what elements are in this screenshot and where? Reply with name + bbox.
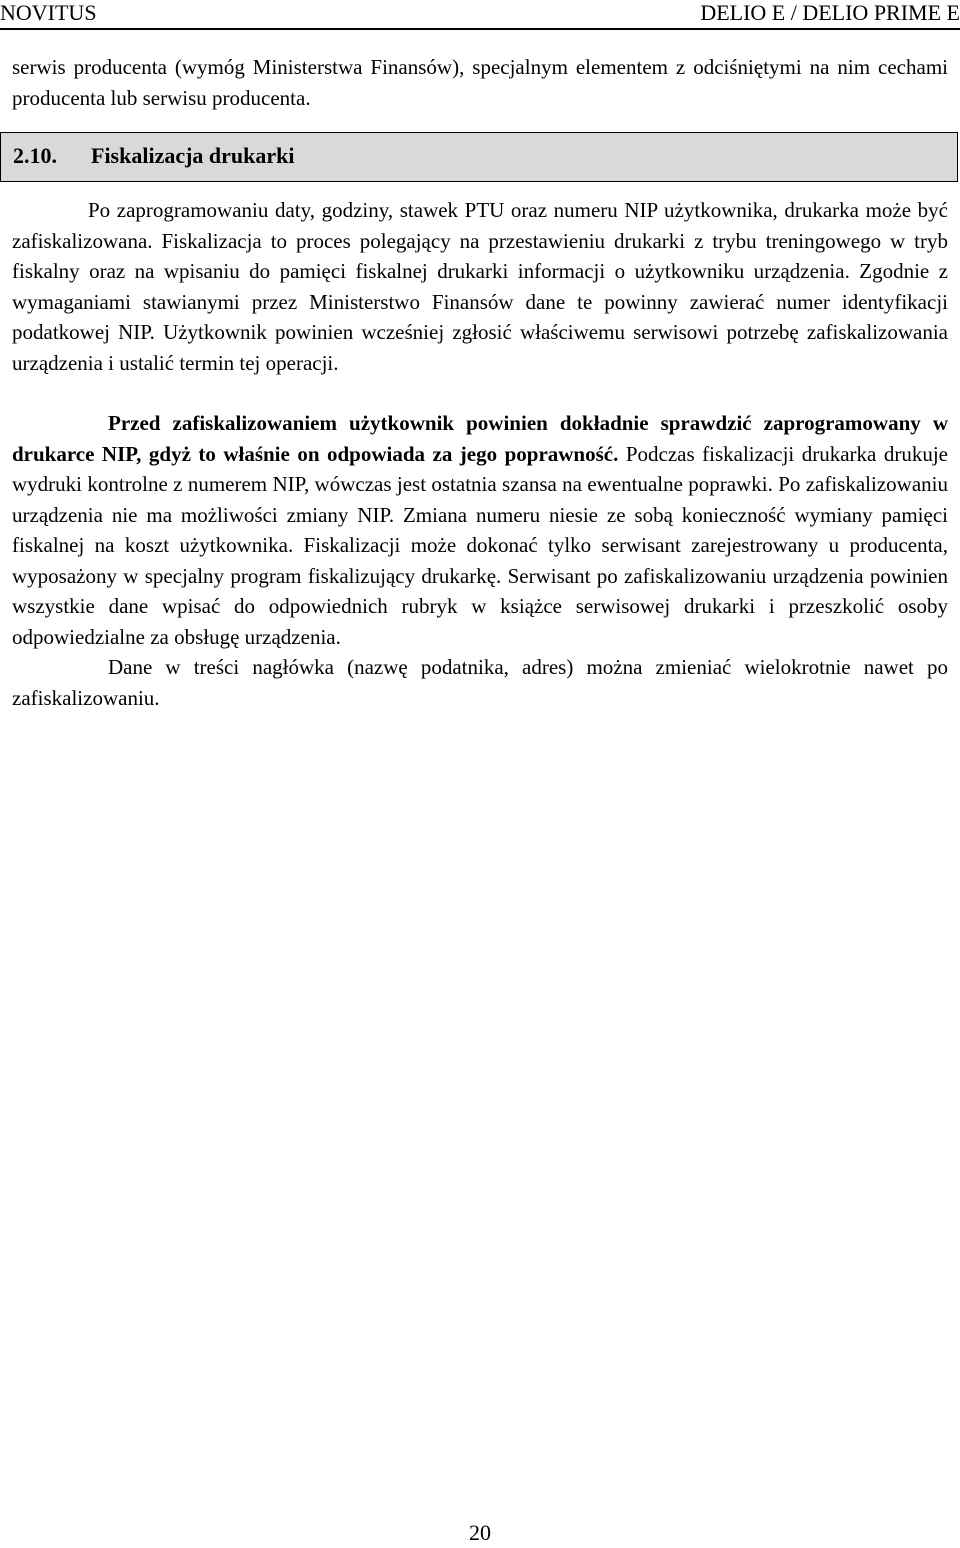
paragraph-header-data: Dane w treści nagłówka (nazwę podatnika, adres) można zmieniać wielokrotnie nawet po zafiskalizowaniu. xyxy=(12,655,948,710)
header-brand: NOVITUS xyxy=(0,0,97,25)
warning-rest-text: Podczas fiskalizacji drukarka drukuje wydruki kontrolne z numerem NIP, wówczas jest ostatnia szansa na ewentualne poprawki. Po zafiskalizowaniu urządzenia nie ma możliwości zmiany NIP. Zmiana numeru niesie ze sobą konieczność wymiany pamięci fiskalnej na koszt użytkownika. Fiskalizacji może dokonać tylko serwisant zarejestrowany u producenta, wyposażony w specjalny program fiskalizujący drukarkę. Serwisant po zafiskalizowaniu urządzenia powinien wszystkie dane wpisać do odpowiednich rubryk w książce serwisowej drukarki i przeszkolić osoby odpowiedzialne za obsługę urządzenia. xyxy=(12,441,948,649)
header-model: DELIO E / DELIO PRIME E xyxy=(700,0,960,25)
page-header xyxy=(0,0,960,30)
page-number: 20 xyxy=(469,1520,491,1545)
warning-bold-text: Przed zafiskalizowaniem użytkownik powinien dokładnie sprawdzić zaprogramowany w drukarce NIP, gdyż to właśnie on odpowiada za jego poprawność. xyxy=(12,411,948,466)
intro-fragment: serwis producenta (wymóg Ministerstwa Finansów), specjalnym elementem z odciśniętymi na nim cechami producenta lub serwisu producenta. xyxy=(12,55,948,110)
section-number: 2.10. xyxy=(13,143,57,168)
paragraph-fiscalization-warning xyxy=(12,408,948,652)
section-title: Fiskalizacja drukarki xyxy=(91,143,295,168)
paragraph-fiscalization-intro: Po zaprogramowaniu daty, godziny, stawek PTU oraz numeru NIP użytkownika, drukarka może być zafiskalizowana. Fiskalizacja to proces polegający na przestawieniu drukarki z trybu treningowego w tryb fiskalny oraz na wpisaniu do pamięci fiskalnej drukarki informacji o użytkowniku urządzenia. Zgodnie z wymaganiami stawianymi przez Ministerstwo Finansów dane te powinny zawierać numer identyfikacji podatkowej NIP. Użytkownik powinien wcześniej zgłosić właściwemu serwisowi potrzebę zafiskalizowania urządzenia i ustalić termin tej operacji. xyxy=(12,198,948,375)
page-content xyxy=(12,52,948,713)
section-heading xyxy=(0,132,958,182)
